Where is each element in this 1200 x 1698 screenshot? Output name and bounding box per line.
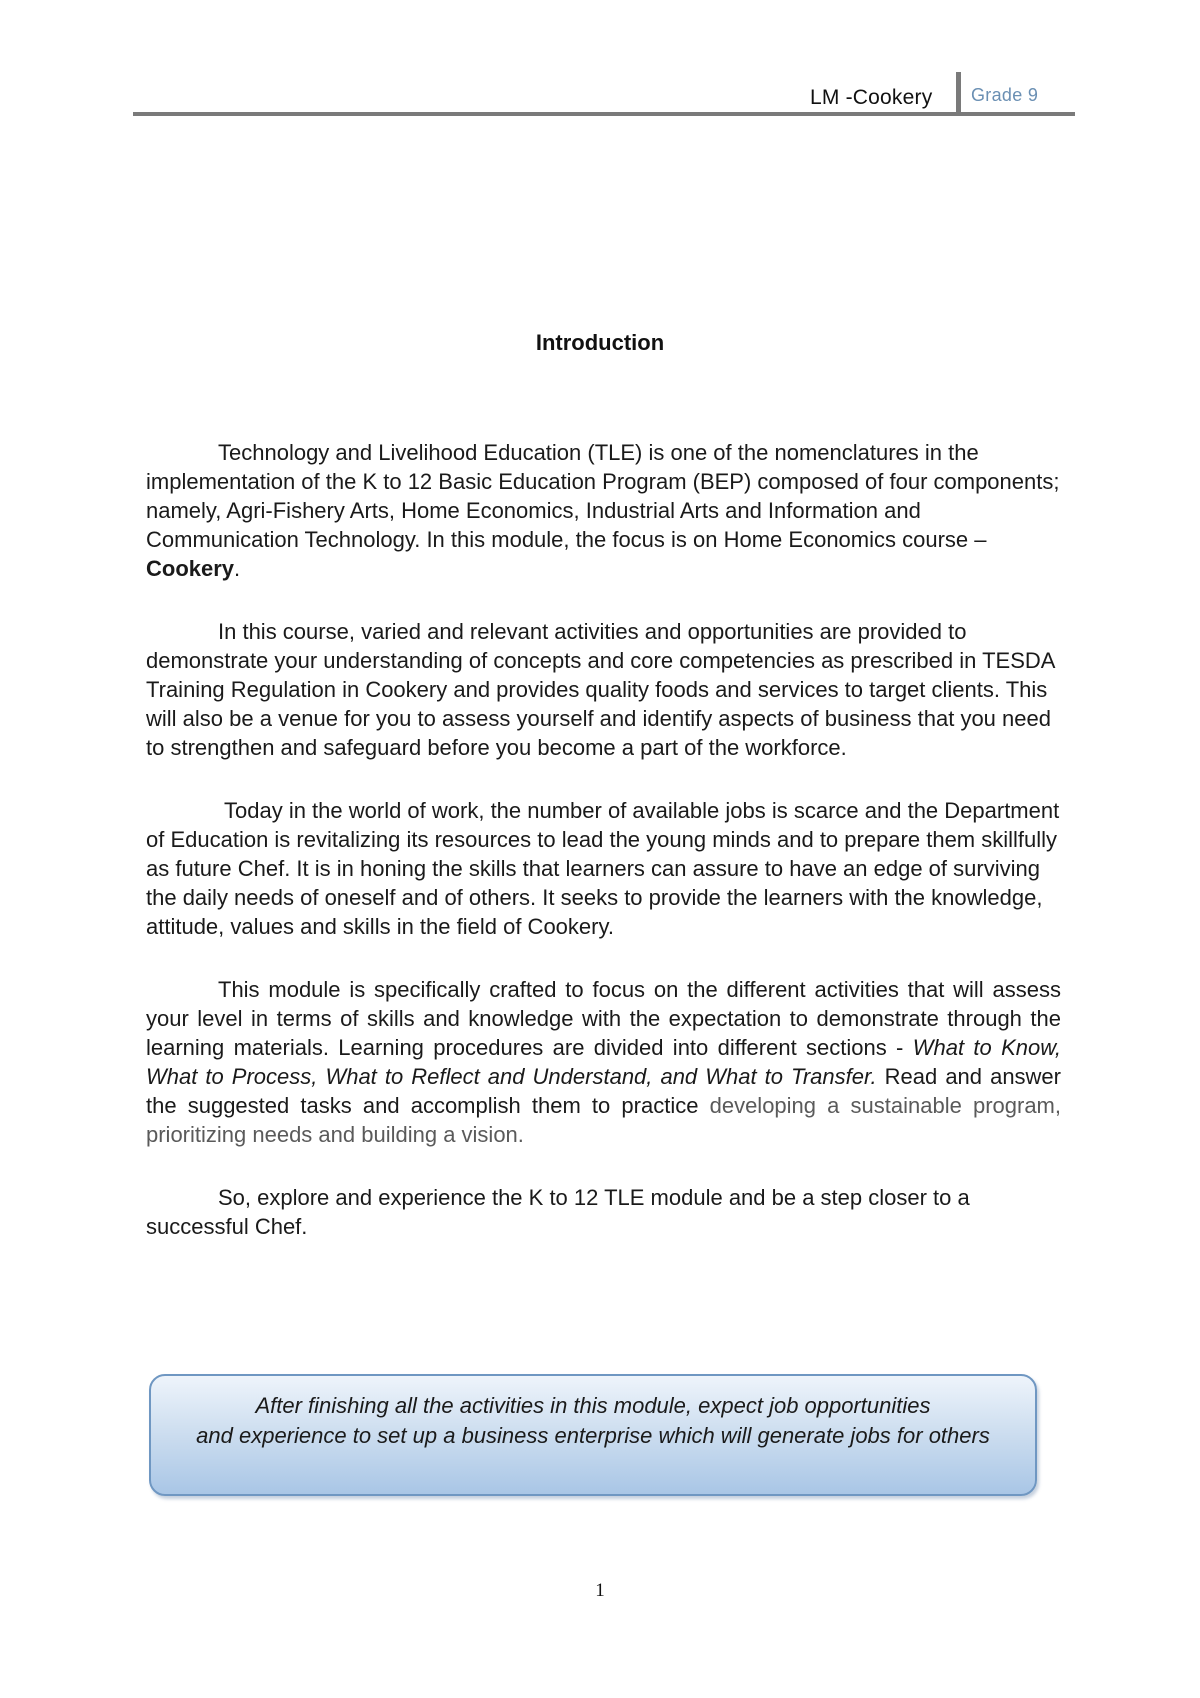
paragraph-2: [146, 617, 1061, 762]
paragraph-3: [146, 796, 1061, 941]
paragraph-4-text-2: Read and answer the suggested tasks and accomplish them to practice: [146, 1064, 1061, 1118]
paragraph-3-text: Today in the world of work, the number of available jobs is scarce and the Department of Education is revitalizing its resources to lead the young minds and to prepare them skillfully as future Chef. It is in honing the skills that learners can assure to have an edge of surviving the daily needs of oneself and of others. It seeks to provide the learners with the knowledge, attitude, values and skills in the field of Cookery.: [146, 798, 1060, 939]
paragraph-4-italic: What to Know, What to Process, What to Reflect and Understand, and What to Transfer.: [146, 1035, 1061, 1089]
page-number: 1: [595, 1580, 605, 1601]
paragraph-2-text: In this course, varied and relevant activities and opportunities are provided to demonstrate your understanding of concepts and core competencies as prescribed in TESDA Training Regulation in Cookery and provides quality foods and services to target clients. This will also be a venue for you to assess yourself and identify aspects of business that you need to strengthen and safeguard before you become a part of the workforce.: [146, 619, 1055, 760]
paragraph-1-end: .: [234, 556, 241, 581]
paragraph-5: [146, 1183, 1061, 1241]
page-title: Introduction: [535, 330, 665, 355]
callout-line-2: and experience to set up a business enterprise which will generate jobs for others: [196, 1423, 990, 1448]
paragraph-1-bold: Cookery: [146, 556, 235, 581]
paragraph-4: [146, 975, 1061, 1149]
paragraph-1: [146, 438, 1061, 583]
paragraph-4-text: This module is specifically crafted to focus on the different activities that will assess your level in terms of skills and knowledge with the expectation to demonstrate through the learning materials. Learning procedures are divided into different sections -: [146, 977, 1061, 1060]
paragraph-1-text: Technology and Livelihood Education (TLE) is one of the nomenclatures in the implementation of the K to 12 Basic Education Program (BEP) composed of four components; namely, Agri-Fishery Arts, Home Economics, Industrial Arts and Information and Communication Technology. In this module, the focus is on Home Economics course –: [146, 440, 1060, 552]
header-grade: Grade 9: [971, 85, 1039, 105]
paragraph-4-grey: developing a sustainable program, prioritizing needs and building a vision.: [146, 1093, 1061, 1147]
body-text: [146, 438, 1061, 1275]
callout-line-1: After finishing all the activities in this module, expect job opportunities: [255, 1393, 931, 1418]
header-divider: [956, 72, 961, 112]
callout-box: [149, 1374, 1037, 1496]
paragraph-5-text: So, explore and experience the K to 12 TLE module and be a step closer to a successful Chef.: [146, 1185, 970, 1239]
page-header: [133, 68, 1075, 118]
header-title: LM -Cookery: [810, 86, 933, 109]
header-rule: [133, 112, 1075, 116]
